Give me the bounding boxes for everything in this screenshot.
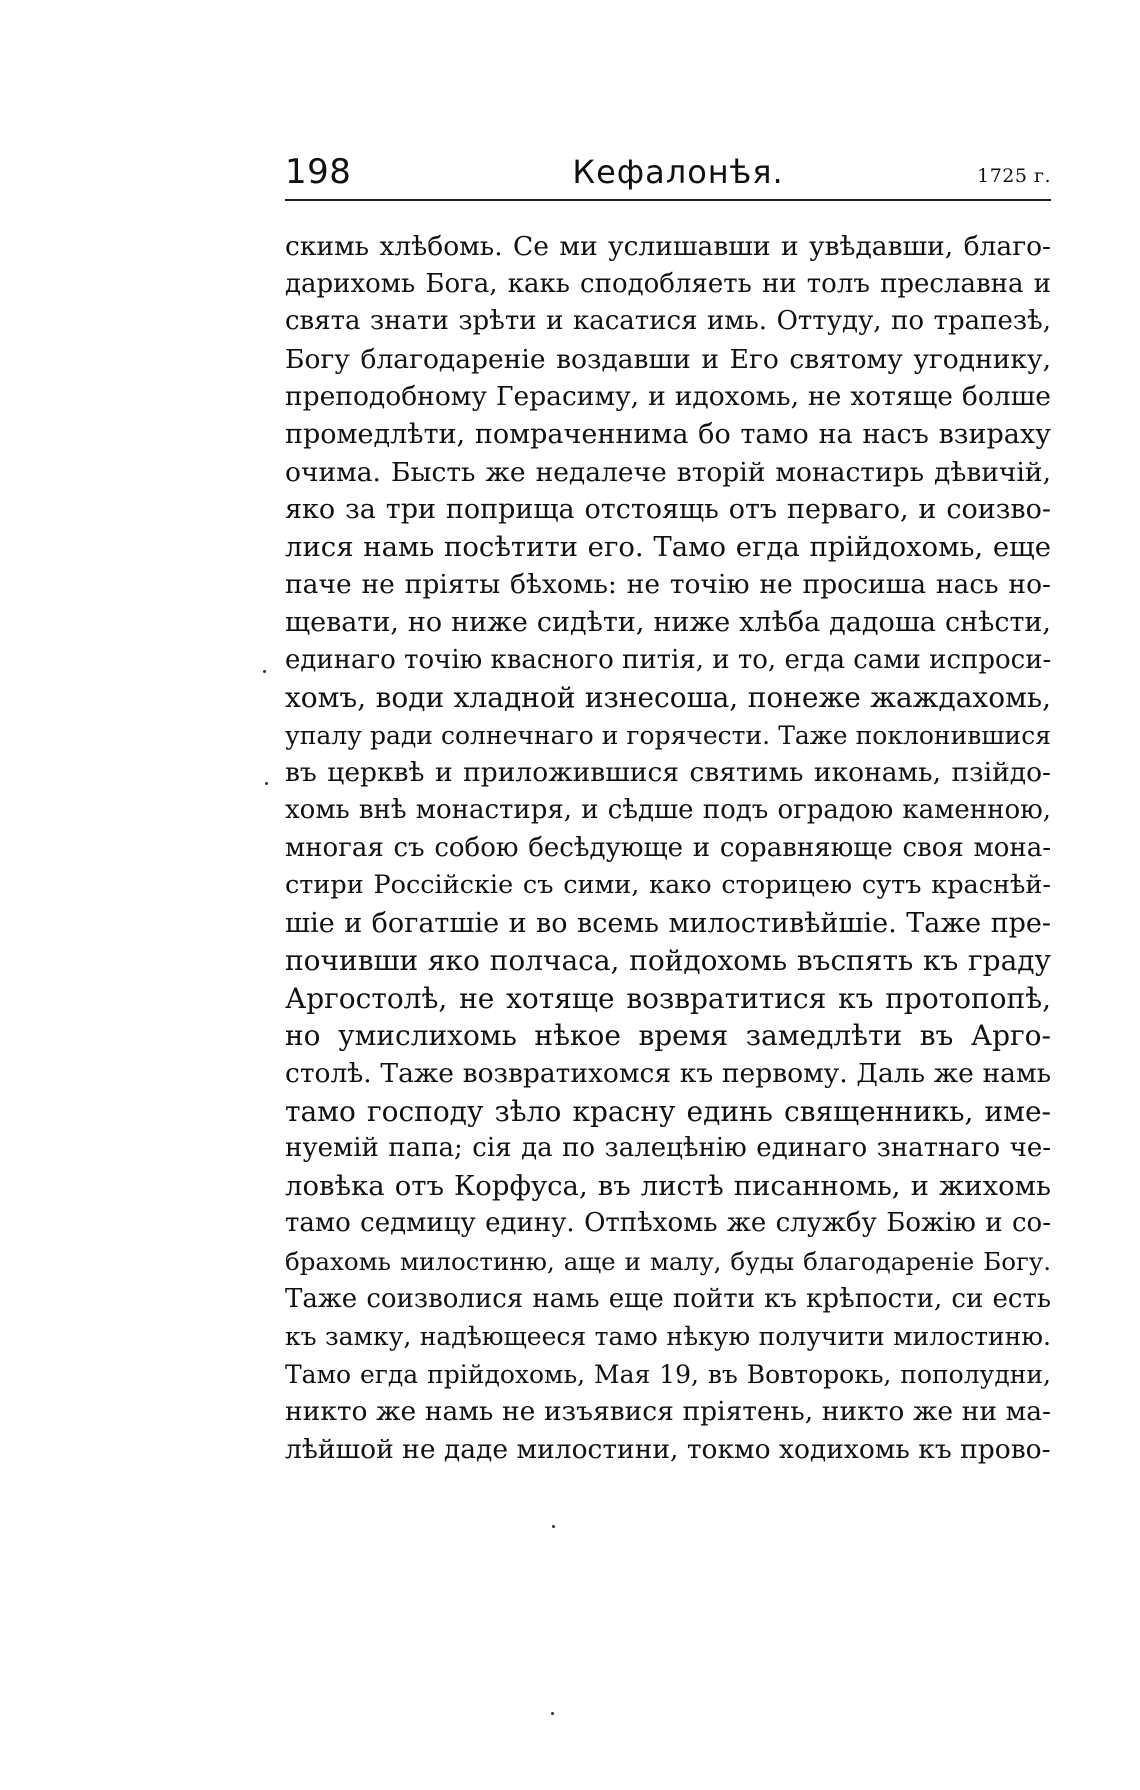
text-line: промедлѣти, помраченнима бо тамо на насъ взираху xyxy=(285,418,1051,450)
text-line: Таже соизволися намь еще пойти къ крѣпости, си есть xyxy=(285,1283,1051,1314)
text-line: яко за три поприща отстоящь отъ перваго, и соизво- xyxy=(285,494,1051,526)
scan-speck xyxy=(552,1525,555,1528)
scan-speck xyxy=(265,782,268,785)
year-marker: 1725 г. xyxy=(977,165,1051,187)
text-line: шіе и богатшіе и во всемь милостивѣйшіе. Таже пре- xyxy=(285,907,1051,939)
text-line: никто же намь не изъявися пріятень, никто же ни ма- xyxy=(285,1396,1051,1428)
text-line: почивши яко полчаса, пойдохомь въспять къ граду xyxy=(285,944,1051,978)
text-line: преподобному Герасиму, и идохомь, не хотяще болше xyxy=(285,381,1051,413)
text-line: въ церквѣ и приложившися святимь иконамь, пзійдо- xyxy=(285,757,1051,789)
text-line: тамо господу зѣло красну единь священникь, име- xyxy=(285,1094,1051,1128)
text-line: многая съ собою бесѣдующе и соравняюще своя мона- xyxy=(285,832,1051,863)
scan-speck xyxy=(551,1712,554,1715)
scan-speck xyxy=(263,670,266,673)
running-head: Кефалонѣя. xyxy=(572,153,784,191)
header-rule xyxy=(285,199,1051,201)
text-line: ловѣка отъ Корфуса, въ листѣ писанномь, и жихомь xyxy=(285,1169,1051,1202)
text-line: хомь внѣ монастиря, и сѣдше подъ оградою каменною, xyxy=(285,794,1051,825)
text-line: очима. Бысть же недалече вторій монастирь дѣвичій, xyxy=(285,456,1051,488)
page-number: 198 xyxy=(285,152,352,192)
text-line: Тамо егда прійдохомь, Мая 19, въ Вовторокь, пополудни, xyxy=(285,1359,1051,1389)
text-line: Богу благодареніе воздавши и Его святому угоднику, xyxy=(285,343,1051,375)
text-line: скимь хлѣбомь. Се ми услишавши и увѣдавши, благо- xyxy=(285,231,1051,262)
text-line: дарихомь Бога, какь сподобляеть ни толъ преславна и xyxy=(285,268,1051,299)
text-line: столѣ. Таже возвратихомся къ первому. Даль же намь xyxy=(285,1058,1051,1090)
text-line: нуемій папа; сія да по залецѣнію единаго знатнаго че- xyxy=(285,1133,1051,1164)
text-line: щевати, но ниже сидѣти, ниже хлѣба дадоша снѣсти, xyxy=(285,606,1051,638)
text-line: лися намь посѣтити его. Тамо егда прійдохомь, еще xyxy=(285,530,1051,563)
text-line: лѣйшой не даде милостини, токмо ходихомь къ прово- xyxy=(285,1434,1051,1465)
text-line: Аргостолѣ, не хотяще возвратитися къ протопопѣ, xyxy=(285,981,1051,1015)
page-header xyxy=(285,150,1051,202)
text-line: свята знати зрѣти и касатися имь. Оттуду, по трапезѣ, xyxy=(285,306,1051,337)
text-line: стири Россійскіе съ сими, како сторицею сутъ краснѣй- xyxy=(285,870,1051,901)
text-line: брахомь милостиню, аще и малу, буды благодареніе Богу. xyxy=(285,1247,1051,1277)
text-line: хомъ, води хладной изнесоша, понеже жаждахомь, xyxy=(285,681,1051,715)
text-line: упалу ради солнечнаго и горячести. Таже поклонившися xyxy=(285,720,1051,750)
text-line: единаго точію квасного питія, и то, егда сами испроси- xyxy=(285,644,1052,675)
text-line: къ замку, надѣющееся тамо нѣкую получити милостиню. xyxy=(285,1322,1051,1352)
text-line: тамо седмицу едину. Отпѣхомь же службу Божію и со- xyxy=(285,1208,1051,1239)
text-line: но умислихомь нѣкое время замедлѣти въ Арго- xyxy=(285,1019,1051,1053)
text-line: паче не пріяты бѣхомь: не точію не просиша нась но- xyxy=(285,569,1051,601)
body-text xyxy=(285,228,1051,1469)
